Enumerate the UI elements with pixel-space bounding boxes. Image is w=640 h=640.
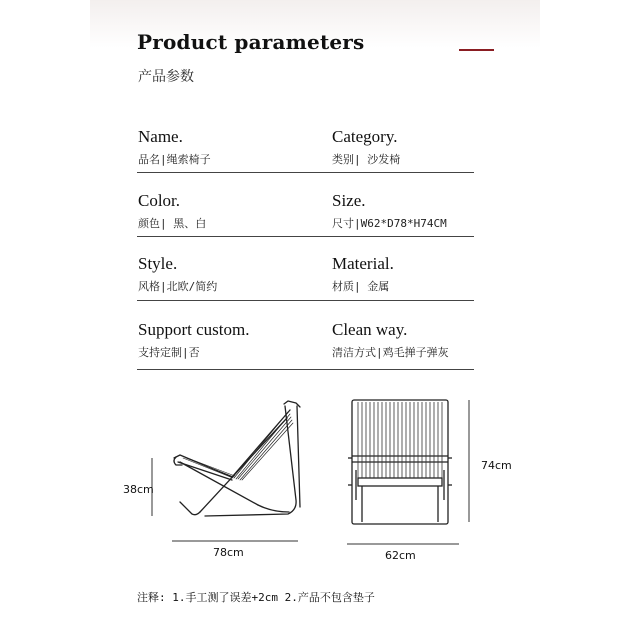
param-value: 颜色| 黑、白 — [138, 217, 207, 230]
front-height-label: 74cm — [481, 459, 512, 472]
param-value: 尺寸|W62*D78*H74CM — [332, 217, 447, 230]
front-view-rope — [358, 402, 442, 478]
param-label: Clean way. — [332, 320, 408, 339]
param-label: Style. — [138, 254, 178, 273]
footnote: 注释: 1.手工测了误差+2cm 2.产品不包含垫子 — [137, 591, 375, 604]
front-width-label: 62cm — [385, 549, 416, 562]
param-label: Category. — [332, 127, 398, 146]
param-label: Name. — [138, 127, 183, 146]
param-value: 支持定制|否 — [138, 346, 200, 359]
param-value: 风格|北欧/简约 — [138, 280, 218, 293]
side-height-label: 38cm — [123, 483, 154, 496]
page-subtitle: 产品参数 — [138, 69, 194, 85]
param-value: 清洁方式|鸡毛掸子弹灰 — [332, 346, 449, 359]
param-value: 品名|绳索椅子 — [138, 153, 211, 166]
param-label: Support custom. — [138, 320, 250, 339]
param-value: 材质| 金属 — [332, 280, 390, 293]
front-dimension-lines — [347, 400, 469, 544]
param-label: Size. — [332, 191, 366, 210]
param-label: Color. — [138, 191, 181, 210]
param-label: Material. — [332, 254, 394, 273]
param-value: 类别| 沙发椅 — [332, 153, 401, 166]
side-depth-label: 78cm — [213, 546, 244, 559]
front-view-chair — [348, 400, 452, 524]
side-dimension-lines — [152, 458, 298, 541]
side-view-chair — [174, 401, 300, 516]
page-title: Product parameters — [137, 30, 365, 54]
